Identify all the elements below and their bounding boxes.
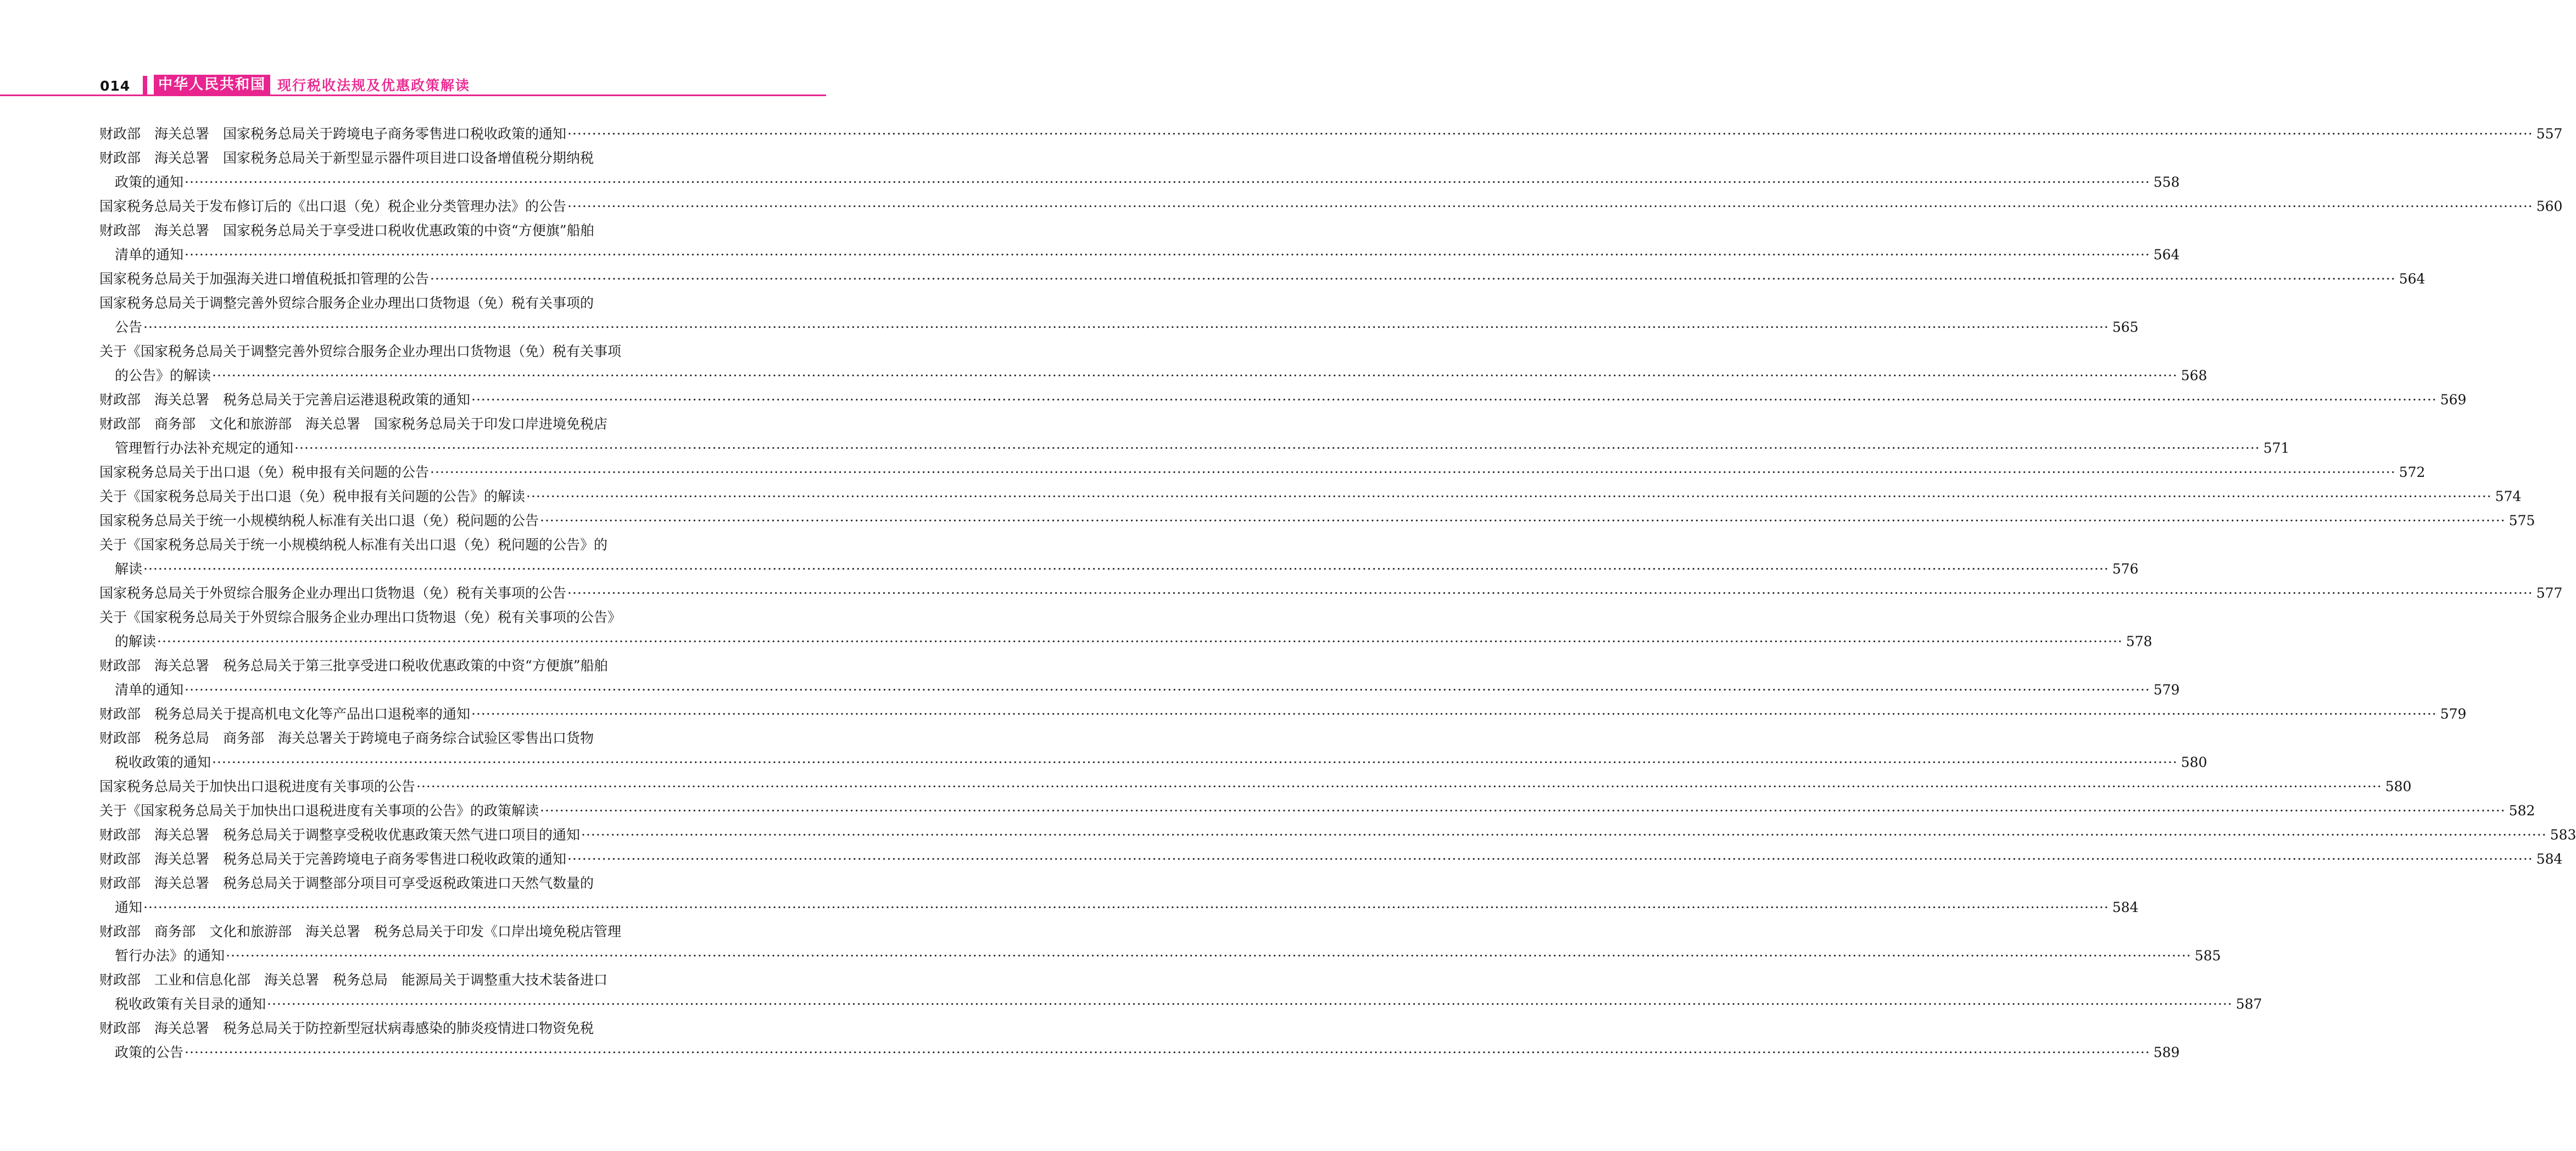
toc-entry-page-number: 565 (2112, 319, 2139, 335)
toc-entry-page-number: 560 (2536, 198, 2563, 214)
dot-leader: ················································································································································································································································································································································································································ (212, 368, 2178, 383)
toc-entry[interactable] (99, 968, 2262, 1016)
dot-leader: ················································································································································································································································································································································································································ (226, 948, 2192, 964)
toc-entry-title: 的公告》的解读 (115, 368, 211, 383)
toc-entry-page-number: 557 (2536, 126, 2563, 142)
toc-entry-continuation-line (99, 436, 2290, 460)
toc-entry-continuation-line (99, 557, 2139, 581)
toc-entry[interactable] (99, 388, 2467, 412)
toc-entry-title: 财政部 商务部 文化和旅游部 海关总署 国家税务总局关于印发口岸进境免税店 (99, 416, 608, 432)
dot-leader: ················································································································································································································································································································································································································ (540, 513, 2506, 529)
dot-leader: ················································································································································································································································································································································································································ (212, 754, 2178, 770)
dot-leader: ················································································································································································································································································································································································································ (143, 561, 2109, 577)
toc-entry-title: 财政部 税务总局 商务部 海关总署关于跨境电子商务综合试验区零售出口货物 (99, 730, 594, 746)
toc-entry-title: 税收政策有关目录的通知 (115, 996, 266, 1012)
toc-entry-title: 关于《国家税务总局关于统一小规模纳税人标准有关出口退（免）税问题的公告》的 (99, 537, 608, 553)
dot-leader: ················································································································································································································································································································································································································ (567, 126, 2533, 142)
toc-entry[interactable] (99, 460, 2426, 485)
table-of-contents (99, 122, 2576, 1065)
toc-entry-title-line (99, 847, 2563, 871)
toc-entry-title: 国家税务总局关于外贸综合服务企业办理出口货物退（免）税有关事项的公告 (99, 585, 567, 601)
toc-entry-title-line (99, 775, 2412, 799)
toc-entry-title: 国家税务总局关于统一小规模纳税人标准有关出口退（免）税问题的公告 (99, 513, 539, 529)
toc-entry-continuation-line (99, 364, 2207, 388)
toc-entry-title-line (99, 799, 2535, 823)
toc-entry[interactable] (99, 219, 2180, 267)
toc-entry-title-line (99, 920, 708, 944)
toc-entry-title: 国家税务总局关于发布修订后的《出口退（免）税企业分类管理办法》的公告 (99, 198, 567, 214)
toc-entry-title: 政策的公告 (115, 1044, 184, 1060)
dot-leader: ················································································································································································································································································································································································································ (540, 803, 2506, 819)
toc-entry-title: 财政部 海关总署 国家税务总局关于新型显示器件项目进口设备增值税分期纳税 (99, 150, 594, 166)
toc-entry-title-line (99, 194, 2563, 219)
dot-leader: ················································································································································································································································································································································································································ (294, 440, 2260, 456)
dot-leader: ················································································································································································································································································································································································································ (143, 319, 2109, 335)
toc-entry-title: 财政部 海关总署 税务总局关于完善启运港退税政策的通知 (99, 392, 471, 408)
toc-entry-page-number: 587 (2235, 996, 2262, 1012)
dot-leader: ················································································································································································································································································································································································································ (526, 488, 2492, 504)
toc-entry-page-number: 580 (2385, 779, 2412, 794)
toc-entry-title-line (99, 605, 708, 630)
toc-entry-title-line (99, 267, 2426, 291)
toc-entry-title: 关于《国家税务总局关于外贸综合服务企业办理出口货物退（免）税有关事项的公告》 (99, 609, 622, 625)
page-number: 014 (100, 78, 131, 94)
toc-entry[interactable] (99, 509, 2535, 533)
toc-entry-title: 关于《国家税务总局关于出口退（免）税申报有关问题的公告》的解读 (99, 488, 526, 504)
book-title: 中华人民共和国 (154, 75, 270, 94)
toc-entry-title: 财政部 海关总署 税务总局关于完善跨境电子商务零售进口税收政策的通知 (99, 851, 567, 867)
dot-leader: ················································································································································································································································································································································································································ (157, 633, 2123, 649)
toc-entry-continuation-line (99, 944, 2221, 968)
toc-entry-title-line (99, 388, 2467, 412)
toc-entry-page-number: 574 (2495, 488, 2522, 504)
toc-entry-title-line (99, 460, 2426, 485)
toc-entry-title-line (99, 823, 2576, 847)
dot-leader: ················································································································································································································································································································································································································ (143, 899, 2109, 915)
toc-entry[interactable] (99, 267, 2426, 291)
toc-entry-page-number: 584 (2112, 899, 2139, 915)
toc-entry-title: 财政部 工业和信息化部 海关总署 税务总局 能源局关于调整重大技术装备进口 (99, 972, 608, 988)
toc-entry-title-line (99, 291, 708, 315)
toc-entry-title-line (99, 968, 708, 992)
toc-entry-page-number: 585 (2194, 948, 2221, 964)
toc-entry-title-line (99, 1016, 708, 1041)
toc-entry-title: 国家税务总局关于出口退（免）税申报有关问题的公告 (99, 464, 430, 480)
toc-entry[interactable] (99, 340, 2207, 388)
toc-entry-page-number: 569 (2440, 392, 2467, 408)
toc-entry-page-number: 578 (2126, 633, 2153, 649)
dot-leader: ················································································································································································································································································································································································································ (581, 827, 2547, 843)
toc-entry[interactable] (99, 485, 2522, 509)
toc-entry-continuation-line (99, 896, 2139, 920)
toc-entry[interactable] (99, 533, 2139, 581)
toc-entry-title-line (99, 485, 2522, 509)
toc-entry-title: 财政部 海关总署 国家税务总局关于跨境电子商务零售进口税收政策的通知 (99, 126, 567, 142)
dot-leader: ················································································································································································································································································································································································································ (430, 271, 2396, 287)
toc-entry-page-number: 589 (2153, 1044, 2180, 1060)
toc-entry-title: 管理暂行办法补充规定的通知 (115, 440, 294, 456)
toc-entry[interactable] (99, 847, 2563, 871)
toc-entry-page-number: 575 (2508, 513, 2535, 529)
toc-entry-title: 税收政策的通知 (115, 754, 211, 770)
toc-entry-title-line (99, 340, 708, 364)
toc-entry-title: 国家税务总局关于调整完善外贸综合服务企业办理出口货物退（免）税有关事项的 (99, 295, 594, 311)
toc-entry-title-line (99, 412, 708, 436)
toc-entry-title: 财政部 海关总署 税务总局关于调整享受税收优惠政策天然气进口项目的通知 (99, 827, 581, 843)
toc-entry-title-line (99, 581, 2563, 605)
toc-entry-continuation-line (99, 750, 2207, 775)
toc-entry-title: 清单的通知 (115, 247, 184, 263)
toc-entry[interactable] (99, 146, 2180, 194)
dot-leader: ················································································································································································································································································································································································································ (267, 996, 2233, 1012)
toc-entry-page-number: 572 (2399, 464, 2426, 480)
toc-entry-title: 财政部 海关总署 税务总局关于防控新型冠状病毒感染的肺炎疫情进口物资免税 (99, 1020, 594, 1036)
dot-leader: ················································································································································································································································································································································································································ (567, 585, 2533, 601)
toc-entry-continuation-line (99, 315, 2139, 340)
toc-entry-title: 财政部 税务总局关于提高机电文化等产品出口退税率的通知 (99, 706, 471, 722)
toc-entry-title-line (99, 219, 708, 243)
toc-entry-title-line (99, 726, 708, 750)
toc-entry[interactable] (99, 654, 2180, 702)
toc-entry-title-line (99, 146, 708, 170)
dot-leader: ················································································································································································································································································································································································································ (567, 198, 2533, 214)
toc-entry-title-line (99, 122, 2563, 146)
dot-leader: ················································································································································································································································································································································································································ (416, 779, 2382, 794)
dot-leader: ················································································································································································································································································································································································································ (185, 247, 2150, 263)
toc-entry-title-line (99, 654, 708, 678)
header-accent-bar (143, 76, 147, 94)
toc-entry-continuation-line (99, 1041, 2180, 1065)
dot-leader: ················································································································································································································································································································································································································ (471, 392, 2437, 408)
toc-entry-title: 财政部 商务部 文化和旅游部 海关总署 税务总局关于印发《口岸出境免税店管理 (99, 924, 622, 939)
toc-entry-continuation-line (99, 992, 2262, 1016)
toc-entry[interactable] (99, 799, 2535, 823)
toc-entry-page-number: 564 (2153, 247, 2180, 263)
toc-entry-continuation-line (99, 170, 2180, 194)
dot-leader: ················································································································································································································································································································································································································ (185, 682, 2150, 698)
toc-entry-title: 财政部 海关总署 税务总局关于调整部分项目可享受返税政策进口天然气数量的 (99, 875, 594, 891)
toc-entry[interactable] (99, 726, 2207, 775)
toc-entry-title: 的解读 (115, 633, 157, 649)
toc-entry-page-number: 580 (2181, 754, 2207, 770)
dot-leader: ················································································································································································································································································································································································································ (567, 851, 2533, 867)
toc-entry-title: 公告 (115, 319, 143, 335)
toc-entry-page-number: 558 (2153, 174, 2180, 190)
toc-entry[interactable] (99, 194, 2563, 219)
toc-entry[interactable] (99, 775, 2412, 799)
dot-leader: ················································································································································································································································································································································································································ (430, 464, 2396, 480)
toc-entry-page-number: 564 (2399, 271, 2426, 287)
dot-leader: ················································································································································································································································································································································································································ (185, 1044, 2150, 1060)
toc-entry-title-line (99, 533, 708, 557)
toc-entry[interactable] (99, 702, 2467, 726)
toc-entry-page-number: 568 (2181, 368, 2207, 383)
toc-entry-page-number: 579 (2153, 682, 2180, 698)
toc-entry[interactable] (99, 122, 2563, 146)
toc-entry-title: 通知 (115, 899, 143, 915)
toc-entry[interactable] (99, 605, 2153, 654)
toc-entry-title: 清单的通知 (115, 682, 184, 698)
toc-entry-continuation-line (99, 678, 2180, 702)
toc-entry-title: 财政部 海关总署 国家税务总局关于享受进口税收优惠政策的中资“方便旗”船舶 (99, 223, 594, 238)
toc-entry-title: 关于《国家税务总局关于调整完善外贸综合服务企业办理出口货物退（免）税有关事项 (99, 343, 622, 359)
book-subtitle: 现行税收法规及优惠政策解读 (277, 77, 471, 93)
toc-entry[interactable] (99, 1016, 2180, 1065)
toc-entry-page-number: 582 (2508, 803, 2535, 819)
toc-entry[interactable] (99, 871, 2139, 920)
running-header (0, 73, 826, 97)
toc-entry[interactable] (99, 291, 2139, 340)
toc-entry-title-line (99, 702, 2467, 726)
toc-entry-title: 国家税务总局关于加强海关进口增值税抵扣管理的公告 (99, 271, 430, 287)
dot-leader: ················································································································································································································································································································································································································ (471, 706, 2437, 722)
toc-entry[interactable] (99, 581, 2563, 605)
toc-entry-continuation-line (99, 243, 2180, 267)
toc-entry-page-number: 583 (2550, 827, 2576, 843)
toc-entry-title: 关于《国家税务总局关于加快出口退税进度有关事项的公告》的政策解读 (99, 803, 539, 819)
header-rule (0, 94, 826, 96)
dot-leader: ················································································································································································································································································································································································································ (185, 174, 2150, 190)
toc-entry-page-number: 584 (2536, 851, 2563, 867)
toc-entry[interactable] (99, 412, 2290, 460)
toc-entry-page-number: 571 (2263, 440, 2290, 456)
toc-entry-page-number: 576 (2112, 561, 2139, 577)
toc-entry-title: 财政部 海关总署 税务总局关于第三批享受进口税收优惠政策的中资“方便旗”船舶 (99, 658, 608, 674)
toc-entry-title: 政策的通知 (115, 174, 184, 190)
toc-entry-page-number: 577 (2536, 585, 2563, 601)
toc-entry[interactable] (99, 920, 2221, 968)
toc-entry-title: 国家税务总局关于加快出口退税进度有关事项的公告 (99, 779, 416, 794)
toc-entry-title: 解读 (115, 561, 143, 577)
toc-entry[interactable] (99, 823, 2576, 847)
toc-entry-page-number: 579 (2440, 706, 2467, 722)
toc-entry-title: 暂行办法》的通知 (115, 948, 225, 964)
toc-entry-title-line (99, 509, 2535, 533)
toc-entry-continuation-line (99, 630, 2153, 654)
toc-entry-title-line (99, 871, 708, 896)
